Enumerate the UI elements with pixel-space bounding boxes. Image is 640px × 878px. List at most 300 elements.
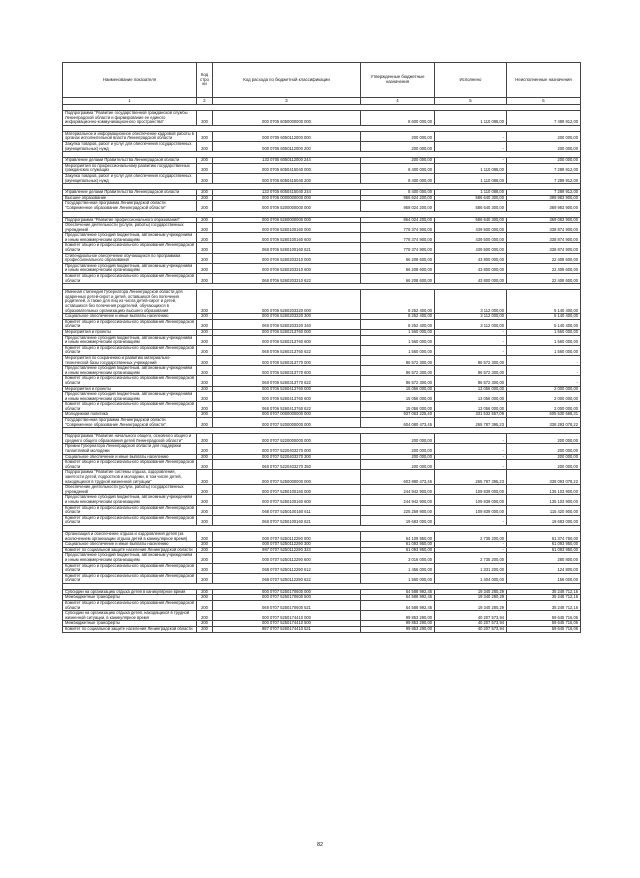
- row-executed: 86 572 300,00: [435, 376, 507, 386]
- row-approved: 778 374 900,00: [361, 233, 435, 243]
- row-executed: 2 735 200,00: [435, 531, 507, 541]
- row-executed: -: [435, 345, 507, 355]
- table-row: [63, 418, 581, 428]
- row-name: Предоставление субсидий бюджетным, автономным учреждениям и иным некоммерческим организациям: [63, 263, 197, 273]
- row-unexecuted: 61 093 950,00: [507, 547, 581, 553]
- row-unexecuted: 135 103 900,00: [507, 495, 581, 505]
- row-name: Комитет общего и профессионального образования Ленинградской области: [63, 563, 197, 573]
- row-code: 200: [197, 621, 213, 627]
- row-approved: 200 000,00: [361, 434, 435, 444]
- row-approved: 1 456 000,00: [361, 563, 435, 573]
- row-kbk: 068 0707 5250170600 521: [213, 601, 361, 611]
- row-approved: 8 252 400,00: [361, 290, 435, 314]
- row-unexecuted: 124 800,00: [507, 563, 581, 573]
- row-executed: 1 404 000,00: [435, 573, 507, 583]
- row-unexecuted: 5 140 400,00: [507, 319, 581, 329]
- row-kbk: 000 0705 6050415040 000: [213, 163, 361, 173]
- row-executed: 19 340 280,29: [435, 589, 507, 595]
- row-executed: 3 112 000,00: [435, 290, 507, 314]
- row-executed: 13 056 000,00: [435, 392, 507, 402]
- row-kbk: 000 0707 5250112290 600: [213, 553, 361, 563]
- row-approved: 966 624 200,00: [361, 195, 435, 201]
- row-kbk: 000 0706 5260413760 600: [213, 392, 361, 402]
- row-executed: 586 640 300,00: [435, 217, 507, 223]
- row-kbk: 000 0707 5250112290 300: [213, 542, 361, 548]
- row-code: 200: [197, 111, 213, 126]
- row-kbk: 068 0707 5220403270 350: [213, 460, 361, 470]
- row-code: 200: [197, 563, 213, 573]
- row-name: Предоставление субсидий бюджетным, автономным учреждениям и иным некоммерческим организациям: [63, 495, 197, 505]
- row-kbk: 068 0707 5250100160 611: [213, 505, 361, 515]
- row-approved: 200 000,00: [361, 460, 435, 470]
- row-unexecuted: 61 374 750,00: [507, 531, 581, 541]
- row-executed: 586 640 300,00: [435, 201, 507, 211]
- row-name: Государственная программа Ленинградской области "Современное образование Ленинградской области": [63, 201, 197, 211]
- row-name: Мероприятия и проекты: [63, 386, 197, 392]
- row-unexecuted: 115 420 900,00: [507, 505, 581, 515]
- row-executed: 1 110 088,00: [435, 111, 507, 126]
- column-number-row: [63, 98, 581, 105]
- table-row: [63, 290, 581, 314]
- row-executed: 439 500 000,00: [435, 243, 507, 253]
- row-name: Субсидии на организацию отдыха детей, находящихся в трудной жизненной ситуации, в каникулярное время: [63, 611, 197, 621]
- row-name: Социальное обеспечение и иные выплаты населению: [63, 314, 197, 320]
- row-executed: -: [435, 131, 507, 141]
- row-executed: 19 340 280,29: [435, 601, 507, 611]
- row-approved: 1 560 000,00: [361, 335, 435, 345]
- row-approved: 8 252 400,00: [361, 314, 435, 320]
- row-name: Организация и обеспечение отдыха и оздоровления детей (за исключением организации отдыха детей в каникулярное время): [63, 531, 197, 541]
- row-kbk: 000 0707 5250000000 000: [213, 470, 361, 485]
- row-name: Комитет по социальной защите населения Ленинградской области: [63, 547, 197, 553]
- row-unexecuted: 7 289 912,00: [507, 190, 581, 196]
- row-approved: 66 208 600,00: [361, 263, 435, 273]
- row-kbk: 133 0705 6050112000 244: [213, 158, 361, 164]
- table-row: [63, 434, 581, 444]
- row-approved: 244 942 900,00: [361, 495, 435, 505]
- row-code: 200: [197, 627, 213, 633]
- row-code: 200: [197, 141, 213, 151]
- table-row: [63, 495, 581, 505]
- row-code: 200: [197, 253, 213, 263]
- row-name: Межбюджетные трансферты: [63, 621, 197, 627]
- row-kbk: 000 0705 6050112000 000: [213, 131, 361, 141]
- row-name: Социальное обеспечение и иные выплаты населению: [63, 542, 197, 548]
- row-name: Мероприятия по профессиональному развитию государственных гражданских служащих: [63, 163, 197, 173]
- row-unexecuted: 156 000,00: [507, 573, 581, 583]
- row-kbk: 000 0707 5220403270 000: [213, 444, 361, 454]
- row-code: 200: [197, 274, 213, 284]
- table-row: [63, 485, 581, 495]
- row-code: 200: [197, 376, 213, 386]
- row-approved: 66 208 600,00: [361, 253, 435, 263]
- row-kbk: 000 0707 5200000000 000: [213, 418, 361, 428]
- row-executed: -: [435, 460, 507, 470]
- col-number: 2: [197, 98, 213, 105]
- table-row: [63, 141, 581, 151]
- row-executed: 439 500 000,00: [435, 233, 507, 243]
- row-approved: 54 588 992,45: [361, 595, 435, 601]
- row-name: Предоставление субсидий бюджетным, автономным учреждениям и иным некоммерческим организациям: [63, 335, 197, 345]
- row-executed: -: [435, 444, 507, 454]
- table-row: [63, 223, 581, 233]
- row-unexecuted: 22 408 600,00: [507, 274, 581, 284]
- row-executed: 331 532 557,09: [435, 412, 507, 418]
- row-kbk: 068 0707 5250100160 621: [213, 515, 361, 525]
- row-unexecuted: 2 000 000,00: [507, 392, 581, 402]
- row-name: Комитет общего и профессионального образования Ленинградской области: [63, 515, 197, 525]
- row-kbk: 000 0706 5260313770 600: [213, 366, 361, 376]
- row-unexecuted: 338 874 900,00: [507, 243, 581, 253]
- row-kbk: 000 0706 5260100160 000: [213, 223, 361, 233]
- table-body: [63, 105, 581, 633]
- row-kbk: 068 0706 5260203310 622: [213, 274, 361, 284]
- row-name: Предоставление субсидий бюджетным, автономным учреждениям и иным некоммерческим организациям: [63, 233, 197, 243]
- table-row: [63, 263, 581, 273]
- row-code: 200: [197, 454, 213, 460]
- row-executed: -: [435, 515, 507, 525]
- row-approved: 937 063 225,40: [361, 412, 435, 418]
- row-code: 200: [197, 163, 213, 173]
- row-approved: 8 600 000,00: [361, 111, 435, 126]
- row-code: 200: [197, 243, 213, 253]
- row-kbk: 000 0707 5250100160 000: [213, 485, 361, 495]
- row-code: 200: [197, 434, 213, 444]
- row-name: Комитет общего и профессионального образования Ленинградской области: [63, 274, 197, 284]
- row-kbk: 000 0706 5200000000 000: [213, 201, 361, 211]
- row-approved: 8 252 400,00: [361, 319, 435, 329]
- row-kbk: 068 0706 5260413760 622: [213, 402, 361, 412]
- table-row: [63, 163, 581, 173]
- row-code: 200: [197, 386, 213, 392]
- table-row: [63, 253, 581, 263]
- row-name: Комитет общего и профессионального образования Ленинградской области: [63, 345, 197, 355]
- row-approved: 54 588 992,45: [361, 589, 435, 595]
- row-executed: 13 056 000,00: [435, 386, 507, 392]
- row-kbk: 000 0706 5260000000 000: [213, 217, 361, 223]
- row-unexecuted: 338 874 900,00: [507, 233, 581, 243]
- row-executed: 40 207 573,94: [435, 611, 507, 621]
- row-executed: 109 839 000,00: [435, 495, 507, 505]
- table-row: [63, 531, 581, 541]
- row-kbk: 000 0706 5260203320 000: [213, 290, 361, 314]
- row-approved: 200 000,00: [361, 454, 435, 460]
- row-unexecuted: 35 248 712,16: [507, 595, 581, 601]
- row-kbk: 000 0705 6050000000 000: [213, 111, 361, 126]
- row-kbk: 068 0707 5250112290 612: [213, 563, 361, 573]
- row-name: Высшее образование: [63, 195, 197, 201]
- row-kbk: 000 0705 6050112000 200: [213, 141, 361, 151]
- row-approved: 8 400 000,00: [361, 190, 435, 196]
- budget-execution-table: [62, 62, 581, 633]
- row-code: 200: [197, 470, 213, 485]
- row-name: Государственная программа Ленинградской области "Современное образование Ленинградской области": [63, 418, 197, 428]
- row-executed: 43 800 000,00: [435, 263, 507, 273]
- row-unexecuted: 200 000,00: [507, 454, 581, 460]
- row-kbk: 068 0706 5260213760 622: [213, 345, 361, 355]
- row-kbk: 000 0705 6050415040 200: [213, 173, 361, 183]
- row-name: Предоставление субсидий бюджетным, автономным учреждениям и иным некоммерческим организациям: [63, 392, 197, 402]
- row-kbk: 000 0706 5260203320 300: [213, 314, 361, 320]
- row-code: 200: [197, 345, 213, 355]
- table-row: [63, 392, 581, 402]
- row-name: Мероприятия и проекты: [63, 329, 197, 335]
- row-approved: 8 400 000,00: [361, 163, 435, 173]
- row-approved: 778 374 900,00: [361, 223, 435, 233]
- row-unexecuted: 59 645 716,06: [507, 621, 581, 627]
- row-unexecuted: 389 983 900,00: [507, 195, 581, 201]
- row-approved: 1 560 000,00: [361, 329, 435, 335]
- row-approved: 958 024 200,00: [361, 201, 435, 211]
- row-code: 200: [197, 460, 213, 470]
- row-executed: -: [435, 329, 507, 335]
- row-approved: 3 016 000,00: [361, 553, 435, 563]
- row-name: Закупка товаров, работ и услуг для обеспечения государственных (муниципальных) нужд: [63, 141, 197, 151]
- row-name: Комитет общего и профессионального образования Ленинградской области: [63, 376, 197, 386]
- row-unexecuted: 338 293 078,22: [507, 418, 581, 428]
- row-approved: 200 000,00: [361, 131, 435, 141]
- row-approved: 99 853 290,00: [361, 627, 435, 633]
- row-kbk: 133 0705 6050415040 244: [213, 190, 361, 196]
- row-unexecuted: 2 000 000,00: [507, 402, 581, 412]
- row-name: Мероприятия по сохранению и развитию материально-технической базы государственных учреждений: [63, 355, 197, 365]
- header-unexecuted: Неисполненные назначения: [507, 63, 581, 98]
- row-unexecuted: 338 874 900,00: [507, 223, 581, 233]
- row-kbk: 000 0707 5220403270 300: [213, 454, 361, 460]
- row-code: 200: [197, 392, 213, 402]
- row-kbk: 000 0707 5250174410 500: [213, 621, 361, 627]
- row-executed: 1 331 200,00: [435, 563, 507, 573]
- row-kbk: 000 0706 5260213760 000: [213, 329, 361, 335]
- table-row: [63, 345, 581, 355]
- row-name: Молодежная политика: [63, 412, 197, 418]
- row-approved: 15 056 000,00: [361, 386, 435, 392]
- table-row: [63, 335, 581, 345]
- table-row: [63, 470, 581, 485]
- col-number: 1: [63, 98, 197, 105]
- row-approved: 200 000,00: [361, 444, 435, 454]
- page-number: 82: [316, 842, 324, 848]
- row-kbk: 000 0707 5220000000 000: [213, 434, 361, 444]
- table-row: [63, 233, 581, 243]
- table-row: [63, 553, 581, 563]
- row-unexecuted: 280 800,00: [507, 553, 581, 563]
- table-row: [63, 173, 581, 183]
- row-name: Обеспечение деятельности (услуги, работы) государственных учреждений: [63, 485, 197, 495]
- table-row: [63, 460, 581, 470]
- row-name: Комитет общего и профессионального образования Ленинградской области: [63, 243, 197, 253]
- table-row: [63, 319, 581, 329]
- row-approved: 1 560 000,00: [361, 345, 435, 355]
- row-kbk: 000 0707 5250170600 500: [213, 595, 361, 601]
- table-row: [63, 355, 581, 365]
- row-name: Комитет общего и профессионального образования Ленинградской области: [63, 460, 197, 470]
- row-code: 200: [197, 418, 213, 428]
- row-executed: -: [435, 434, 507, 444]
- row-approved: 603 880 473,45: [361, 470, 435, 485]
- row-approved: 604 080 473,45: [361, 418, 435, 428]
- row-approved: 61 093 950,00: [361, 547, 435, 553]
- row-executed: -: [435, 335, 507, 345]
- row-code: 200: [197, 515, 213, 525]
- row-unexecuted: 200 000,00: [507, 460, 581, 470]
- row-executed: 2 735 200,00: [435, 553, 507, 563]
- row-unexecuted: 200 000,00: [507, 434, 581, 444]
- row-executed: -: [435, 158, 507, 164]
- table-row: [63, 627, 581, 633]
- row-code: 200: [197, 319, 213, 329]
- row-approved: 99 853 290,00: [361, 611, 435, 621]
- row-approved: 64 109 950,00: [361, 531, 435, 541]
- row-approved: 19 683 000,00: [361, 515, 435, 525]
- table-row: [63, 573, 581, 583]
- row-name: Социальное обеспечение и иные выплаты населению: [63, 454, 197, 460]
- table-row: [63, 444, 581, 454]
- col-number: 4: [361, 98, 435, 105]
- row-name: Закупка товаров, работ и услуг для обеспечения государственных (муниципальных) нужд: [63, 173, 197, 183]
- table-row: [63, 201, 581, 211]
- row-code: 200: [197, 223, 213, 233]
- row-name: Обеспечение деятельности (услуги, работы) государственных учреждений: [63, 223, 197, 233]
- row-kbk: 000 0706 5260213760 600: [213, 335, 361, 345]
- row-unexecuted: 200 000,00: [507, 131, 581, 141]
- header-name: Наименование показателя: [63, 63, 197, 98]
- row-code: 200: [197, 601, 213, 611]
- row-code: 200: [197, 553, 213, 563]
- row-code: 200: [197, 611, 213, 621]
- row-kbk: 068 0706 5260313770 622: [213, 376, 361, 386]
- row-code: 200: [197, 355, 213, 365]
- row-code: 200: [197, 190, 213, 196]
- row-executed: 1 110 088,00: [435, 163, 507, 173]
- row-unexecuted: 59 645 716,06: [507, 627, 581, 633]
- row-code: 200: [197, 547, 213, 553]
- row-name: Премии Губернатора Ленинградской области для поддержки талантливой молодежи: [63, 444, 197, 454]
- row-unexecuted: 7 289 912,00: [507, 173, 581, 183]
- row-approved: 200 000,00: [361, 141, 435, 151]
- row-code: 200: [197, 217, 213, 223]
- row-code: 200: [197, 314, 213, 320]
- row-kbk: 068 0706 5260203320 340: [213, 319, 361, 329]
- header-approved: Утвержденные бюджетные назначения: [361, 63, 435, 98]
- row-name: Комитет общего и профессионального образования Ленинградской области: [63, 319, 197, 329]
- row-executed: 265 787 395,23: [435, 418, 507, 428]
- col-number: 3: [213, 98, 361, 105]
- row-approved: 864 024 200,00: [361, 217, 435, 223]
- row-name: Предоставление субсидий бюджетным, автономным учреждениям и иным некоммерческим организациям: [63, 366, 197, 376]
- row-code: 200: [197, 329, 213, 335]
- row-name: Подпрограмма "Развитие системы отдыха, оздоровления, занятости детей, подростков и молодежи, в том числе детей, находящихся в трудной жизненной ситуации": [63, 470, 197, 485]
- row-kbk: 000 0706 5260413760 000: [213, 386, 361, 392]
- row-unexecuted: 369 083 900,00: [507, 217, 581, 223]
- table-row: [63, 376, 581, 386]
- row-executed: 439 500 000,00: [435, 223, 507, 233]
- row-approved: 200 000,00: [361, 158, 435, 164]
- row-code: 200: [197, 201, 213, 211]
- row-unexecuted: -: [507, 376, 581, 386]
- row-unexecuted: 35 248 712,16: [507, 589, 581, 595]
- row-kbk: 000 0707 5250112290 000: [213, 531, 361, 541]
- table-row: [63, 505, 581, 515]
- row-unexecuted: 7 489 912,00: [507, 111, 581, 126]
- row-executed: 1 110 088,00: [435, 190, 507, 196]
- row-code: 200: [197, 158, 213, 164]
- row-name: Комитет общего и профессионального образования Ленинградской области: [63, 601, 197, 611]
- row-executed: 586 640 300,00: [435, 195, 507, 201]
- row-code: 200: [197, 531, 213, 541]
- row-code: 200: [197, 233, 213, 243]
- row-unexecuted: -: [507, 355, 581, 365]
- row-executed: 40 207 573,94: [435, 621, 507, 627]
- col-number: 6: [507, 98, 581, 105]
- row-code: 200: [197, 173, 213, 183]
- row-approved: 86 572 300,00: [361, 355, 435, 365]
- row-kbk: 000 0707 5250170600 000: [213, 589, 361, 595]
- row-executed: 109 839 000,00: [435, 485, 507, 495]
- row-unexecuted: 200 000,00: [507, 141, 581, 151]
- row-unexecuted: 22 408 600,00: [507, 253, 581, 263]
- row-unexecuted: 1 560 000,00: [507, 335, 581, 345]
- row-name: Предоставление субсидий бюджетным, автономным учреждениям и иным некоммерческим организациям: [63, 553, 197, 563]
- row-code: 200: [197, 589, 213, 595]
- row-code: 200: [197, 505, 213, 515]
- row-executed: -: [435, 547, 507, 553]
- row-name: Подпрограмма "Развитие профессионального образования": [63, 217, 197, 223]
- row-executed: 1 110 088,00: [435, 173, 507, 183]
- table-row: [63, 131, 581, 141]
- row-name: Подпрограмма "Развитие государственной гражданской службы Ленинградской области и формирование ее единого информационно-коммуникационного пространства": [63, 111, 197, 126]
- row-approved: 86 572 300,00: [361, 366, 435, 376]
- row-kbk: 000 0706 5260100160 600: [213, 233, 361, 243]
- row-code: 200: [197, 573, 213, 583]
- row-executed: -: [435, 542, 507, 548]
- row-approved: 66 208 600,00: [361, 274, 435, 284]
- row-kbk: 068 0706 5260100160 621: [213, 243, 361, 253]
- row-unexecuted: 2 000 000,00: [507, 386, 581, 392]
- row-unexecuted: 61 093 950,00: [507, 542, 581, 548]
- row-executed: 109 839 000,00: [435, 505, 507, 515]
- row-kbk: 000 0707 5250174410 000: [213, 611, 361, 621]
- table-row: [63, 111, 581, 126]
- row-executed: 3 112 000,00: [435, 319, 507, 329]
- row-code: 200: [197, 290, 213, 314]
- row-code: 200: [197, 444, 213, 454]
- table-row: [63, 563, 581, 573]
- row-name: Управление делами Правительства Ленинградской области: [63, 158, 197, 164]
- row-name: Комитет по социальной защите населения Ленинградской области: [63, 627, 197, 633]
- row-code: 200: [197, 366, 213, 376]
- row-approved: 99 853 290,00: [361, 621, 435, 627]
- row-unexecuted: 1 560 000,00: [507, 329, 581, 335]
- row-code: 200: [197, 595, 213, 601]
- row-unexecuted: 338 093 078,22: [507, 470, 581, 485]
- header-code: Код стро ки: [197, 63, 213, 98]
- row-code: 200: [197, 335, 213, 345]
- row-code: 200: [197, 195, 213, 201]
- row-executed: 86 572 300,00: [435, 366, 507, 376]
- row-unexecuted: 605 530 668,31: [507, 412, 581, 418]
- row-approved: 8 400 000,00: [361, 173, 435, 183]
- header-row: [63, 63, 581, 98]
- row-executed: -: [435, 454, 507, 460]
- row-name: Межбюджетные трансферты: [63, 595, 197, 601]
- row-approved: 86 572 300,00: [361, 376, 435, 386]
- table-row: [63, 611, 581, 621]
- row-unexecuted: 35 248 712,16: [507, 601, 581, 611]
- row-unexecuted: 389 983 900,00: [507, 201, 581, 211]
- row-name: Комитет общего и профессионального образования Ленинградской области: [63, 505, 197, 515]
- row-unexecuted: 1 560 000,00: [507, 345, 581, 355]
